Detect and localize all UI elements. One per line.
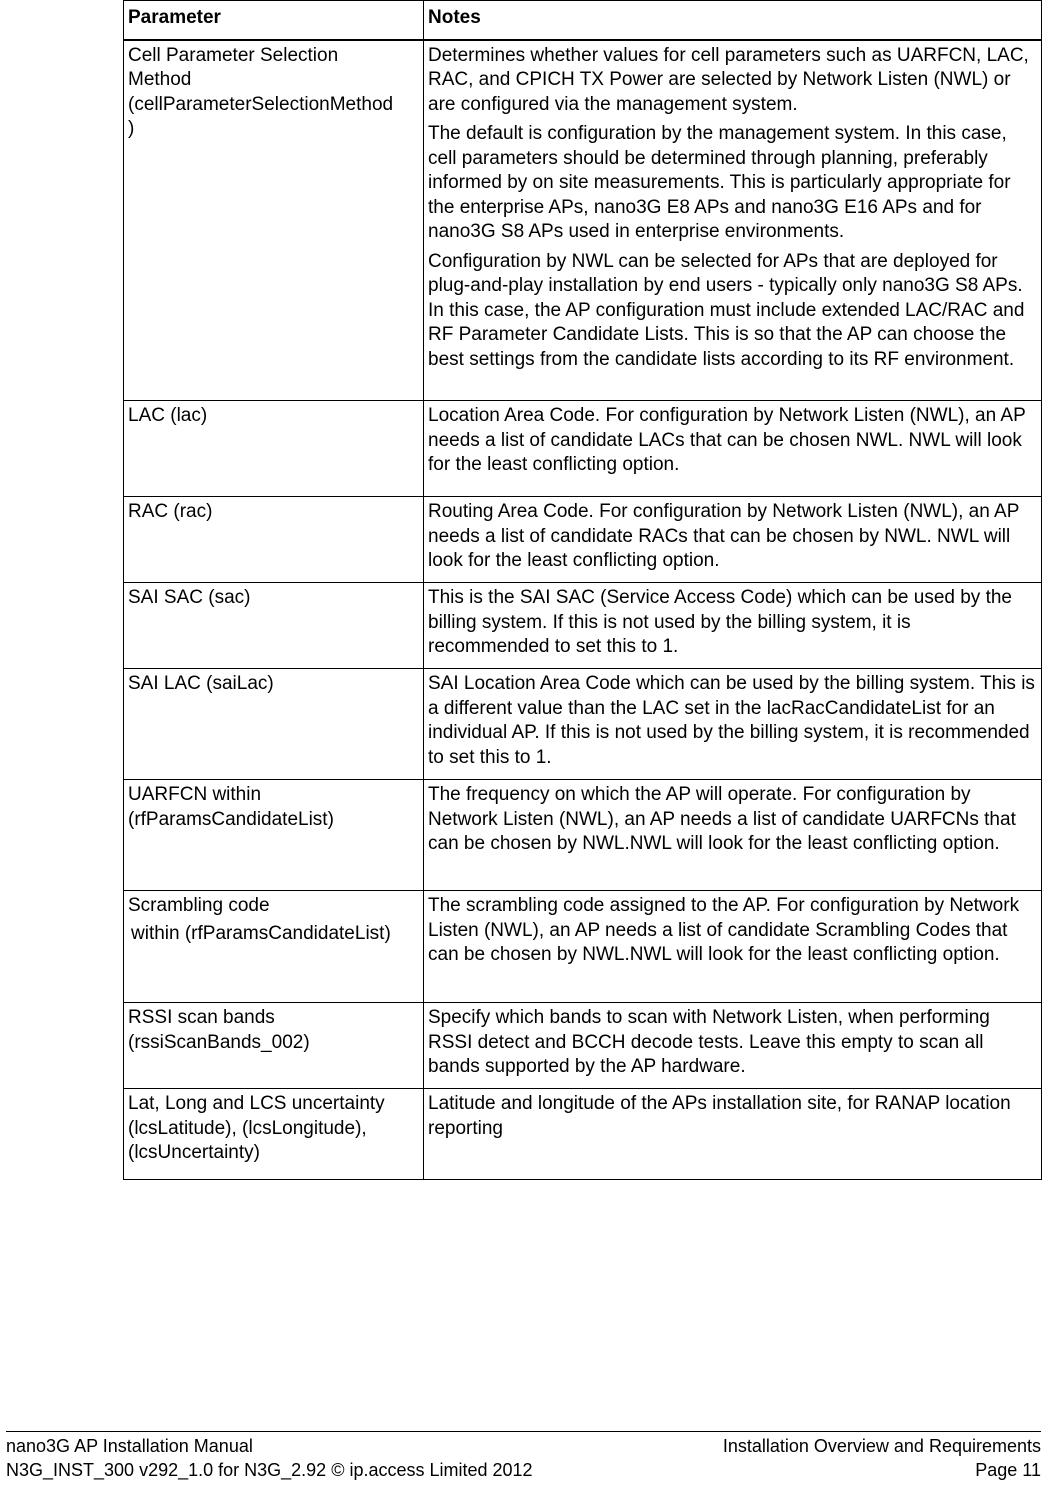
parameter-table [123, 0, 1042, 1180]
param-line: (lcsUncertainty) [128, 1142, 260, 1163]
header-parameter: Parameter [124, 1, 424, 40]
param-line: ) [128, 118, 135, 139]
notes-cell [424, 40, 1042, 401]
param-cell [124, 780, 424, 891]
param-cell [124, 40, 424, 401]
table-row [124, 780, 1042, 891]
param-line: (lcsLatitude), (lcsLongitude), [128, 1117, 367, 1139]
notes-paragraph: This is the SAI SAC (Service Access Code) which can be used by the billing system. If this is not used by the billing system, it is recommended to set this to 1. [428, 587, 1012, 657]
notes-paragraph: Location Area Code. For configuration by Network Listen (NWL), an AP needs a list of candidate LACs that can be chosen NWL. NWL will look for the least conflicting option. [428, 405, 1026, 475]
param-line: SAI LAC (saiLac) [128, 673, 274, 694]
table-row [124, 669, 1042, 780]
notes-cell [424, 583, 1042, 669]
notes-paragraph: Latitude and longitude of the APs installation site, for RANAP location reporting [428, 1093, 1011, 1139]
header-notes: Notes [424, 1, 1042, 40]
param-cell [124, 583, 424, 669]
param-line: RAC (rac) [128, 501, 213, 522]
param-cell [124, 1089, 424, 1180]
param-cell [124, 497, 424, 583]
param-line: LAC (lac) [128, 405, 208, 426]
page-footer [6, 1431, 1041, 1482]
param-line: (rssiScanBands_002) [128, 1031, 310, 1053]
footer-manual-title: nano3G AP Installation Manual [6, 1436, 253, 1456]
param-line: Lat, Long and LCS uncertainty [128, 1093, 385, 1114]
table-row [124, 40, 1042, 401]
notes-cell [424, 780, 1042, 891]
notes-paragraph: The scrambling code assigned to the AP. For configuration by Network Listen (NWL), an AP needs a list of candidate Scrambling Codes that can be chosen by NWL.NWL will look for the least conflicting option. [428, 895, 1020, 965]
param-line: Cell Parameter Selection [128, 44, 339, 66]
notes-paragraph: The default is configuration by the management system. In this case, cell parameters should be determined through planning, preferably informed by on site measurements. This is particularly appropriate for the enterprise APs, nano3G E8 APs and nano3G E16 APs and for nano3G S8 APs used in enterprise environments. [428, 123, 1011, 242]
param-line: RSSI scan bands [128, 1007, 275, 1028]
param-line: within (rfParamsCandidateList) [131, 922, 391, 944]
notes-paragraph: Routing Area Code. For configuration by Network Listen (NWL), an AP needs a list of candidate RACs that can be chosen by NWL. NWL will look for the least conflicting option. [428, 501, 1020, 571]
notes-paragraph: Configuration by NWL can be selected for APs that are deployed for plug-and-play installation by end users - typically only nano3G S8 APs. In this case, the AP configuration must include extended LAC/RAC and RF Parameter Candidate Lists. This is so that the AP can choose the best settings from the candidate lists according to its RF environment. [428, 250, 1025, 370]
param-cell [124, 401, 424, 497]
table-row [124, 401, 1042, 497]
param-line: (rfParamsCandidateList) [128, 808, 334, 830]
notes-paragraph: Determines whether values for cell parameters such as UARFCN, LAC, RAC, and CPICH TX Power are selected by Network Listen (NWL) or are configured via the management system. [428, 44, 1029, 115]
param-cell [124, 1003, 424, 1089]
footer-page-number: Page 11 [975, 1460, 1041, 1480]
table-header-row [124, 1, 1042, 40]
notes-cell [424, 1089, 1042, 1180]
table-row [124, 497, 1042, 583]
param-cell [124, 891, 424, 1003]
param-cell [124, 669, 424, 780]
footer-section-title: Installation Overview and Requirements [722, 1436, 1041, 1456]
param-line: Scrambling code [128, 895, 270, 916]
param-line: Method [128, 69, 192, 90]
table-row [124, 891, 1042, 1003]
table-row [124, 1003, 1042, 1089]
notes-cell [424, 669, 1042, 780]
notes-cell [424, 497, 1042, 583]
notes-cell [424, 401, 1042, 497]
notes-paragraph: SAI Location Area Code which can be used by the billing system. This is a different value than the LAC set in the lacRacCandidateList for an individual AP. If this is not used by the billing system, it is recommended to set this to 1. [428, 673, 1035, 768]
notes-paragraph: The frequency on which the AP will operate. For configuration by Network Listen (NWL), an AP needs a list of candidate UARFCNs that can be chosen by NWL.NWL will look for the least conflicting option. [428, 784, 1016, 854]
notes-cell [424, 891, 1042, 1003]
param-line: SAI SAC (sac) [128, 587, 251, 608]
table-row [124, 1089, 1042, 1180]
param-line: (cellParameterSelectionMethod [128, 93, 394, 115]
param-line: UARFCN within [128, 784, 262, 805]
table-row [124, 583, 1042, 669]
notes-cell [424, 1003, 1042, 1089]
footer-document-id: N3G_INST_300 v292_1.0 for N3G_2.92 © ip.access Limited 2012 [6, 1460, 533, 1480]
notes-paragraph: Specify which bands to scan with Network Listen, when performing RSSI detect and BCCH decode tests. Leave this empty to scan all bands supported by the AP hardware. [428, 1007, 990, 1077]
